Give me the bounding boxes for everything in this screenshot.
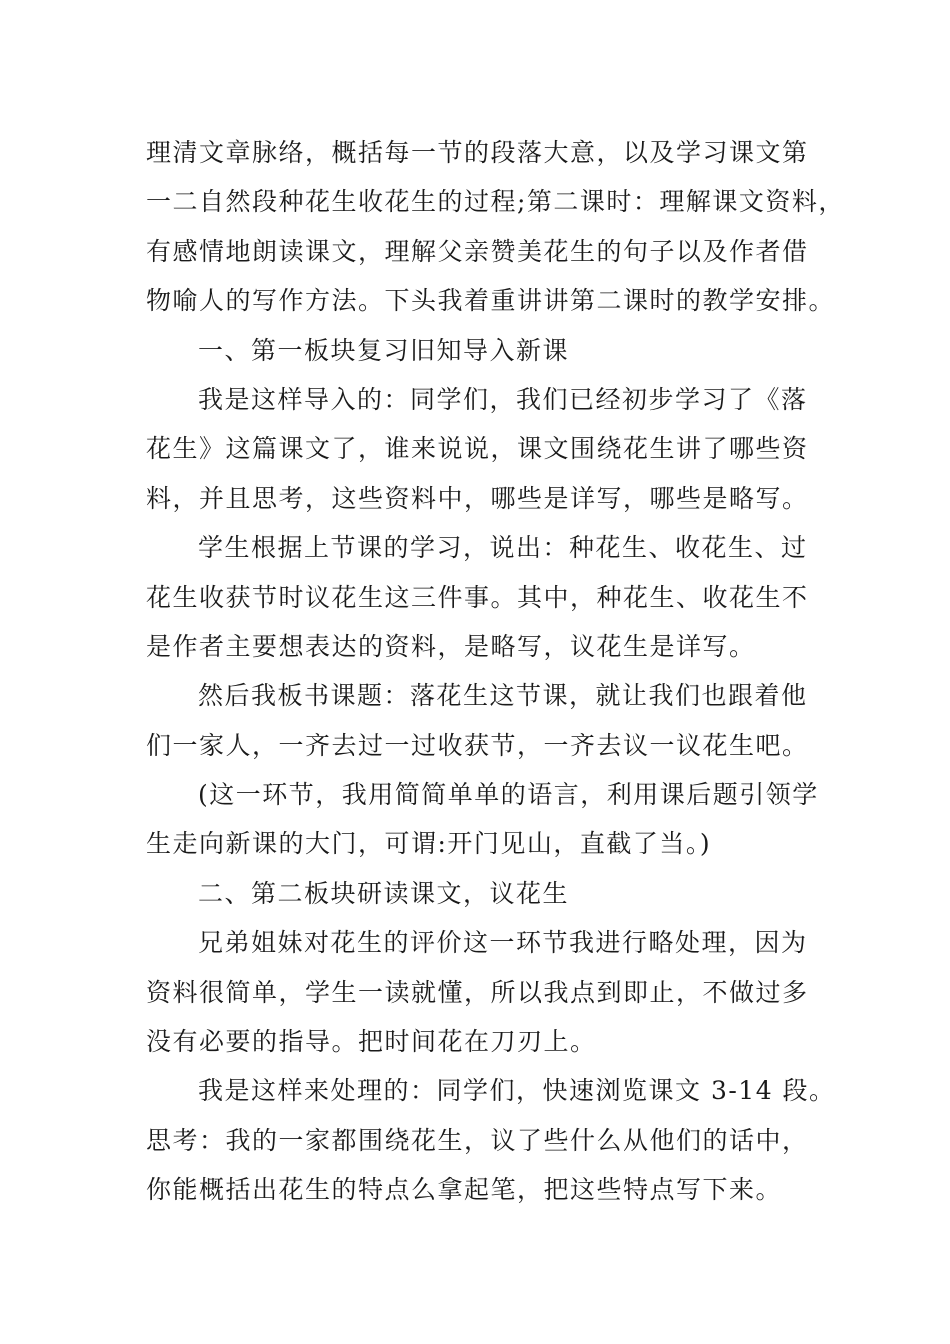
text-line: 然后我板书课题：落花生这节课，就让我们也跟着他	[198, 681, 808, 711]
text-line: (这一环节，我用简简单单的语言，利用课后题引领学	[198, 780, 819, 810]
section-heading: 一、第一板块复习旧知导入新课	[198, 335, 570, 365]
text-line: 没有必要的指导。把时间花在刀刃上。	[146, 1027, 597, 1057]
text-line: 我是这样导入的：同学们，我们已经初步学习了《落	[198, 384, 808, 414]
text-line: 料，并且思考，这些资料中，哪些是详写，哪些是略写。	[146, 483, 809, 513]
text-line: 我是这样来处理的：同学们，快速浏览课文 3-14 段。	[198, 1076, 836, 1106]
text-line: 学生根据上节课的学习，说出：种花生、收花生、过	[198, 533, 808, 563]
text-line: 资料很简单，学生一读就懂，所以我点到即止，不做过多	[146, 977, 809, 1007]
text-line: 思考：我的一家都围绕花生，议了些什么从他们的话中，	[146, 1125, 809, 1155]
text-line: 兄弟姐妹对花生的评价这一环节我进行略处理，因为	[198, 928, 808, 958]
text-line: 们一家人，一齐去过一过收获节，一齐去议一议花生吧。	[146, 730, 809, 760]
text-line: 有感情地朗读课文，理解父亲赞美花生的句子以及作者借	[146, 236, 809, 266]
text-line: 物喻人的写作方法。下头我着重讲讲第二课时的教学安排。	[146, 286, 836, 316]
text-line: 你能概括出花生的特点么拿起笔，把这些特点写下来。	[146, 1175, 783, 1205]
text-line: 一二自然段种花生收花生的过程;第二课时：理解课文资料，	[146, 187, 845, 217]
text-line: 生走向新课的大门，可谓:开门见山，直截了当。)	[146, 829, 712, 859]
section-heading: 二、第二板块研读课文，议花生	[198, 878, 570, 908]
text-line: 花生收获节时议花生这三件事。其中，种花生、收花生不	[146, 582, 809, 612]
body-text	[146, 128, 845, 1215]
text-line: 理清文章脉络，概括每一节的段落大意，以及学习课文第	[146, 138, 809, 167]
text-line: 花生》这篇课文了，谁来说说，课文围绕花生讲了哪些资	[146, 434, 809, 464]
text-line: 是作者主要想表达的资料，是略写，议花生是详写。	[146, 631, 756, 661]
